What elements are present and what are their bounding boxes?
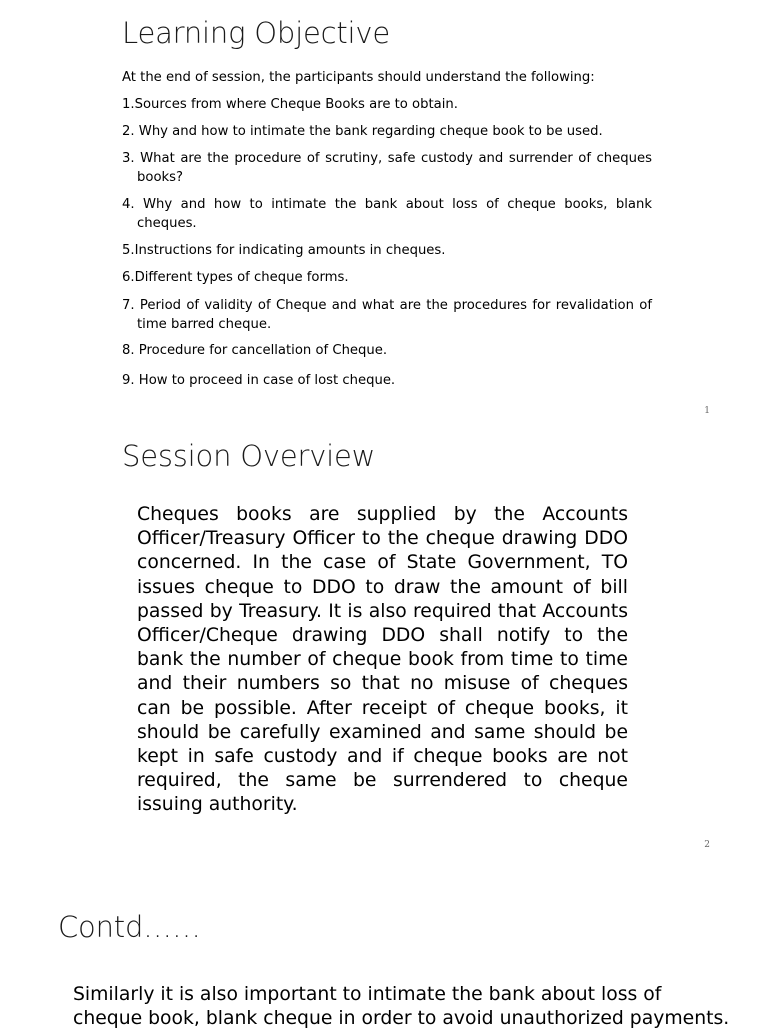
slide-title: Session Overview — [122, 439, 376, 473]
page-number: 1 — [704, 406, 710, 416]
slide-title: Learning Objective — [122, 16, 391, 50]
objective-item: 4. Why and how to intimate the bank about loss of cheque books, blank cheques. — [122, 197, 652, 231]
objective-item: 7. Period of validity of Cheque and what are the procedures for revalidation of time barred cheque. — [122, 298, 652, 332]
objective-item: 8. Procedure for cancellation of Cheque. — [122, 343, 388, 358]
page-number: 2 — [704, 840, 710, 850]
overview-paragraph: Cheques books are supplied by the Accounts Officer/Treasury Officer to the cheque drawing DDO concerned. In the case of State Government, TO issues cheque to DDO to draw the amount of bill passed by Treasury. It is also required that Accounts Officer/Cheque drawing DDO shall notify to the bank the number of cheque book from time to time and their numbers so that no misuse of cheques can be possible. After receipt of cheque books, it should be carefully examined and same should be kept in safe custody and if cheque books are not required, the same be surrendered to cheque issuing authority. — [137, 504, 628, 816]
slide-learning-objective — [0, 0, 768, 424]
objective-item: 9. How to proceed in case of lost cheque. — [122, 373, 396, 388]
slide-session-overview — [0, 424, 768, 854]
contd-paragraph: Similarly it is also important to intimate the bank about loss of cheque book, blank cheque in order to avoid unauthorized payments. — [73, 984, 730, 1030]
slide-title: Contd…… — [58, 910, 201, 944]
objective-item: 1.Sources from where Cheque Books are to obtain. — [122, 97, 458, 112]
objective-item: 2. Why and how to intimate the bank regarding cheque book to be used. — [122, 124, 603, 139]
objective-item: 6.Different types of cheque forms. — [122, 270, 349, 285]
objective-item: 5.Instructions for indicating amounts in cheques. — [122, 243, 446, 258]
slide-contd — [0, 870, 768, 1030]
intro-text: At the end of session, the participants should understand the following: — [122, 70, 595, 85]
objective-item: 3. What are the procedure of scrutiny, safe custody and surrender of cheques books? — [122, 151, 652, 185]
